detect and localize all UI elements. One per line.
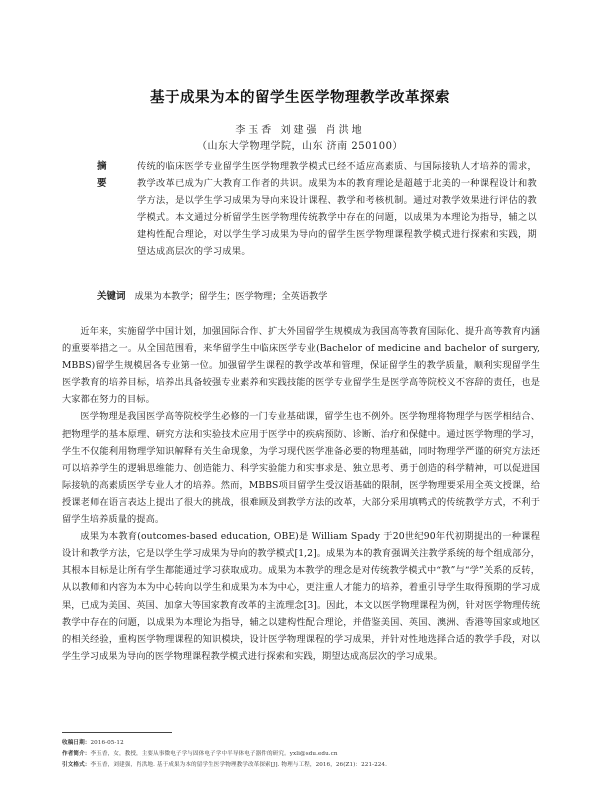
footnote-received bbox=[62, 738, 540, 749]
article-body bbox=[62, 323, 540, 665]
author-label: 作者简介： bbox=[62, 751, 91, 757]
body-paragraph-1: 近年来，实施留学中国计划，加强国际合作、扩大外国留学生规模成为我国高等教育国际化、提升高等教育内涵的重要举措之一。从全国范围看，来华留学生中临床医学专业(Bachelor of medicine and bachelor of surgery, MBBS)留学生规模居各专业第一位。加强留学生课程的教学改革和管理，保证留学生的教学质量，顺利实现留学生医学教育的培养目标，培养出具备较强专业素养和实践技能的医学专业留学生是医学高等院校义不容辞的责任，也是大家都在努力的目标。 bbox=[62, 326, 540, 406]
article-authors: 李玉香 刘建强 肖洪地 bbox=[235, 125, 365, 136]
footnote-citation bbox=[62, 760, 540, 771]
keywords-block bbox=[97, 289, 537, 304]
author-info: 李玉香，女，教授，主要从事微电子学与固体电子学中半导体电子器件的研究。yxli@sdu.edu.cn bbox=[90, 751, 338, 757]
body-paragraph-2: 医学物理是我国医学高等院校学生必修的一门专业基础课，留学生也不例外。医学物理将物理学与医学相结合、把物理学的基本原理、研究方法和实验技术应用于医学中的疾病预防、诊断、治疗和保健中。通过医学物理的学习，学生不仅能利用物理学知识解释有关生命现象，为学习现代医学准备必要的物理基础，同时物理学严谨的研究方法还可以培养学生的逻辑思维能力、创造能力、科学实验能力和实事求是、独立思考、勇于创造的科学精神，可以促进国际接轨的高素质医学专业人才的培养。然而，MBBS项目留学生受汉语基础的限制，医学物理要采用全英文授课，给授课老师在语言表达上提出了很大的挑战，很难顾及到教学方法的改革，大部分采用填鸭式的传统教学方式，不利于留学生培养质量的提高。 bbox=[62, 411, 540, 526]
footnote-author bbox=[62, 749, 540, 760]
abstract-label: 摘 要 bbox=[97, 161, 113, 189]
received-date: 2016-05-12 bbox=[90, 740, 124, 746]
cite-info: 李玉香，刘建强，肖洪地. 基于成果为本的留学生医学物理教学改革探索[J]. 物理与工程，2016，26(Z1)：221-224. bbox=[90, 762, 387, 768]
received-label: 收稿日期： bbox=[62, 740, 91, 746]
cite-label: 引文格式： bbox=[62, 762, 91, 768]
abstract-text: 传统的临床医学专业留学生医学物理教学模式已经不适应高素质、与国际接轨人才培养的需求，教学改革已成为广大教育工作者的共识。成果为本的教育理论是超越于北美的一种课程设计和教学方法，是以学生学习成果为导向来设计课程、教学和考核机制。通过对教学效果进行评估的教学模式。本文通过分析留学生医学物理传统教学中存在的问题，以成果为本理论为指导，辅之以建构性配合理论，对以学生学习成果为导向的留学生医学物理课程教学模式进行探索和实践，期望达成高层次的学习成果。 bbox=[137, 161, 537, 257]
keywords-label: 关键词 bbox=[97, 291, 126, 302]
footnote-divider bbox=[62, 732, 172, 733]
footnote-block bbox=[62, 738, 540, 771]
keywords-text: 成果为本教学；留学生；医学物理；全英语教学 bbox=[134, 291, 328, 302]
abstract-block bbox=[97, 158, 537, 260]
article-title: 基于成果为本的留学生医学物理教学改革探索 bbox=[150, 90, 450, 106]
article-affiliation: （山东大学物理学院，山东 济南 250100） bbox=[196, 141, 404, 152]
body-paragraph-3: 成果为本教育(outcomes-based education, OBE)是 William Spady 于20世纪90年代初期提出的一种课程设计和教学方法，它是以学生学习成果为导向的教学模式[1,2]。成果为本的教育强调关注教学系统的每个组成部分，其根本目标是让所有学生都能通过学习获取成功。成果为本教学的理念是对传统教学模式中“教”与“学”关系的反转，从以教师和内容为本为中心转向以学生和成果为本为中心，更注重人才能力的培养，着重引导学生取得预期的学习成果，已成为美国、英国、加拿大等国家教育改革的主流理念[3]。因此，本文以医学物理课程为例，针对医学物理传统教学中存在的问题，以成果为本理论为指导，辅之以建构性配合理论，并借鉴美国、英国、澳洲、香港等国家或地区的相关经验，重构医学物理课程的知识模块，设计医学物理课程的学习成果，并针对性地选择合适的教学手段，对以学生学习成果为导向的医学物理课程教学模式进行探索和实践，期望达成高层次的学习成果。 bbox=[62, 531, 540, 662]
